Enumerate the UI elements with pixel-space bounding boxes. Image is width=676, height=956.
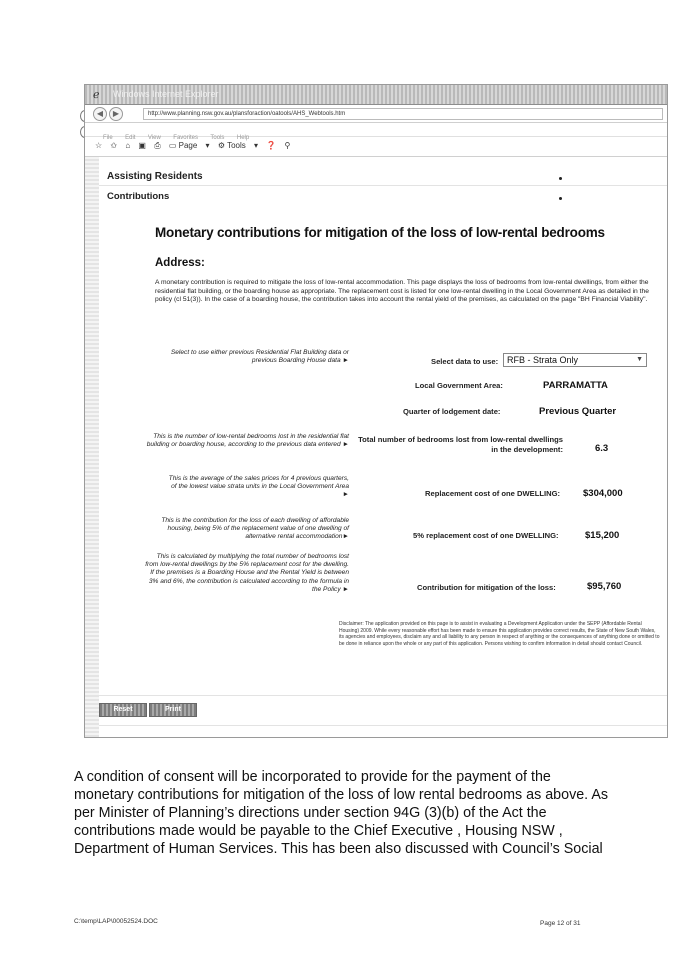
contribution-label: Contribution for mitigation of the loss: — [417, 583, 556, 592]
ie-logo-icon: ℯ — [93, 89, 100, 101]
address-label: Address: — [155, 257, 205, 269]
nav-marker-icon — [559, 177, 562, 180]
nav-assisting-residents[interactable]: Assisting Residents — [107, 171, 203, 182]
lga-label: Local Government Area: — [415, 381, 503, 390]
divider — [99, 725, 667, 726]
print-icon[interactable]: ⎙ — [154, 141, 161, 150]
quarter-value: Previous Quarter — [539, 406, 617, 417]
select-label: Select data to use: — [431, 357, 499, 366]
page-menu[interactable]: ▭ Page ▾ — [168, 141, 210, 150]
print-button[interactable]: Print — [149, 703, 197, 717]
bedrooms-value: 6.3 — [595, 443, 609, 454]
select-hint: Select to use either previous Residential Flat Building data or previous Boarding House data ► — [170, 349, 349, 365]
add-favorite-icon[interactable]: ✩ — [110, 141, 118, 150]
footer-file-path: C:\temp\LAP\00052524.DOC — [74, 918, 158, 925]
research-icon[interactable]: ⚲ — [284, 141, 291, 150]
select-value: RFB - Strata Only — [507, 355, 579, 365]
title-bar — [85, 85, 667, 105]
favorites-star-icon[interactable]: ☆ — [95, 141, 103, 150]
menu-edit[interactable]: Edit — [125, 135, 136, 141]
page-title: Monetary contributions for mitigation of the loss of low-rental bedrooms — [155, 225, 605, 240]
back-button[interactable]: ◀ — [93, 107, 107, 121]
nav-contributions[interactable]: Contributions — [107, 191, 170, 202]
divider — [99, 185, 667, 186]
footer-page-number: Page 12 of 31 — [540, 920, 581, 927]
home-icon[interactable]: ⌂ — [125, 141, 131, 150]
command-bar — [85, 137, 667, 157]
replacement-hint: This is the average of the sales prices for 4 previous quarters, of the lowest value strata units in the Local Government Area ► — [168, 475, 349, 499]
menu-view[interactable]: View — [147, 135, 161, 141]
intro-text: A monetary contribution is required to mitigate the loss of low-rental accommodation. This page displays the loss of bedrooms from low-rental dwellings, from either the residential flat building, or the boarding house as appropriate. The replacement cost is listed for one low-rental dwelling in the Local Government Area as detailed in the policy (cl 51(3)). In the case of a boarding house, the contribution takes into account the rental yield of the premises, as calculated on the page "BH Financial Viability". — [155, 279, 649, 304]
data-source-select[interactable] — [503, 353, 647, 367]
favorites-gutter — [85, 157, 99, 737]
feeds-icon[interactable]: ▣ — [138, 141, 146, 150]
menu-file[interactable]: File — [103, 135, 113, 141]
replacement-label: Replacement cost of one DWELLING: — [425, 489, 561, 498]
menu-bar — [85, 123, 667, 141]
menu-help[interactable]: Help — [236, 135, 250, 141]
browser-window — [84, 84, 668, 738]
document-paragraph: A condition of consent will be incorporated to provide for the payment of the monetary contributions for mitigation of the loss of low rental bedrooms as above. As per Minister of Planning’s directions under section 94G (3)(b) of the Act the contributions made would be payable to the Chief Executive , Housing NSW , Department of Human Services. This has been also discussed with Council’s Social — [74, 769, 609, 857]
help-icon[interactable]: ❓ — [266, 141, 277, 150]
contribution-value: $95,760 — [587, 581, 622, 592]
quarter-label: Quarter of lodgement date: — [403, 407, 501, 416]
five-pct-hint: This is the contribution for the loss of each dwelling of affordable housing, being 5% of the replacement value of one dwelling of alternative rental accommodation► — [161, 517, 349, 541]
bedrooms-hint: This is the number of low-rental bedrooms lost in the residential flat building or boarding house, according to the previous data entered ► — [146, 433, 349, 449]
forward-button[interactable]: ▶ — [109, 107, 123, 121]
five-pct-label: 5% replacement cost of one DWELLING: — [413, 531, 559, 540]
tools-menu[interactable]: ⚙ Tools ▾ — [217, 141, 258, 150]
reset-button[interactable]: Reset — [99, 703, 147, 717]
address-bar — [85, 105, 667, 123]
window-title: Windows Internet Explorer — [113, 89, 219, 99]
url-input[interactable]: http://www.planning.nsw.gov.au/plansforaction/oatools/AHS_Webtools.htm — [143, 108, 663, 120]
disclaimer-text: Disclaimer: The application provided on this page is to assist in evaluating a Development Application under the SEPP (Affordable Rental Housing) 2009. While every reasonable effort has been made to ensure this application provides correct results, the State of New South Wales, its agencies and employees, disclaim any and all liability to any person in respect of anything or the consequences of anything done or omitted to be done in reliance upon the whole or any part of this application. Persons wishing to confirm information in detail should contact Council. — [339, 621, 660, 647]
chevron-down-icon[interactable]: ▼ — [636, 356, 643, 363]
five-pct-value: $15,200 — [585, 530, 620, 541]
replacement-value: $304,000 — [583, 488, 623, 499]
bedrooms-label: Total number of bedrooms lost from low-rental dwellings in the development: — [358, 435, 563, 454]
divider — [99, 695, 667, 696]
menu-favorites[interactable]: Favorites — [173, 135, 198, 141]
lga-value: PARRAMATTA — [543, 380, 608, 391]
contribution-hint: This is calculated by multiplying the total number of bedrooms lost from low-rental dwellings by the 5% replacement cost for the dwelling. If the premises is a Boarding House and the Rental Yield is between 3% and 6%, the contribution is calculated according to the formula in the Policy ► — [145, 553, 349, 593]
menu-tools[interactable]: Tools — [210, 135, 225, 141]
nav-marker-icon — [559, 197, 562, 200]
